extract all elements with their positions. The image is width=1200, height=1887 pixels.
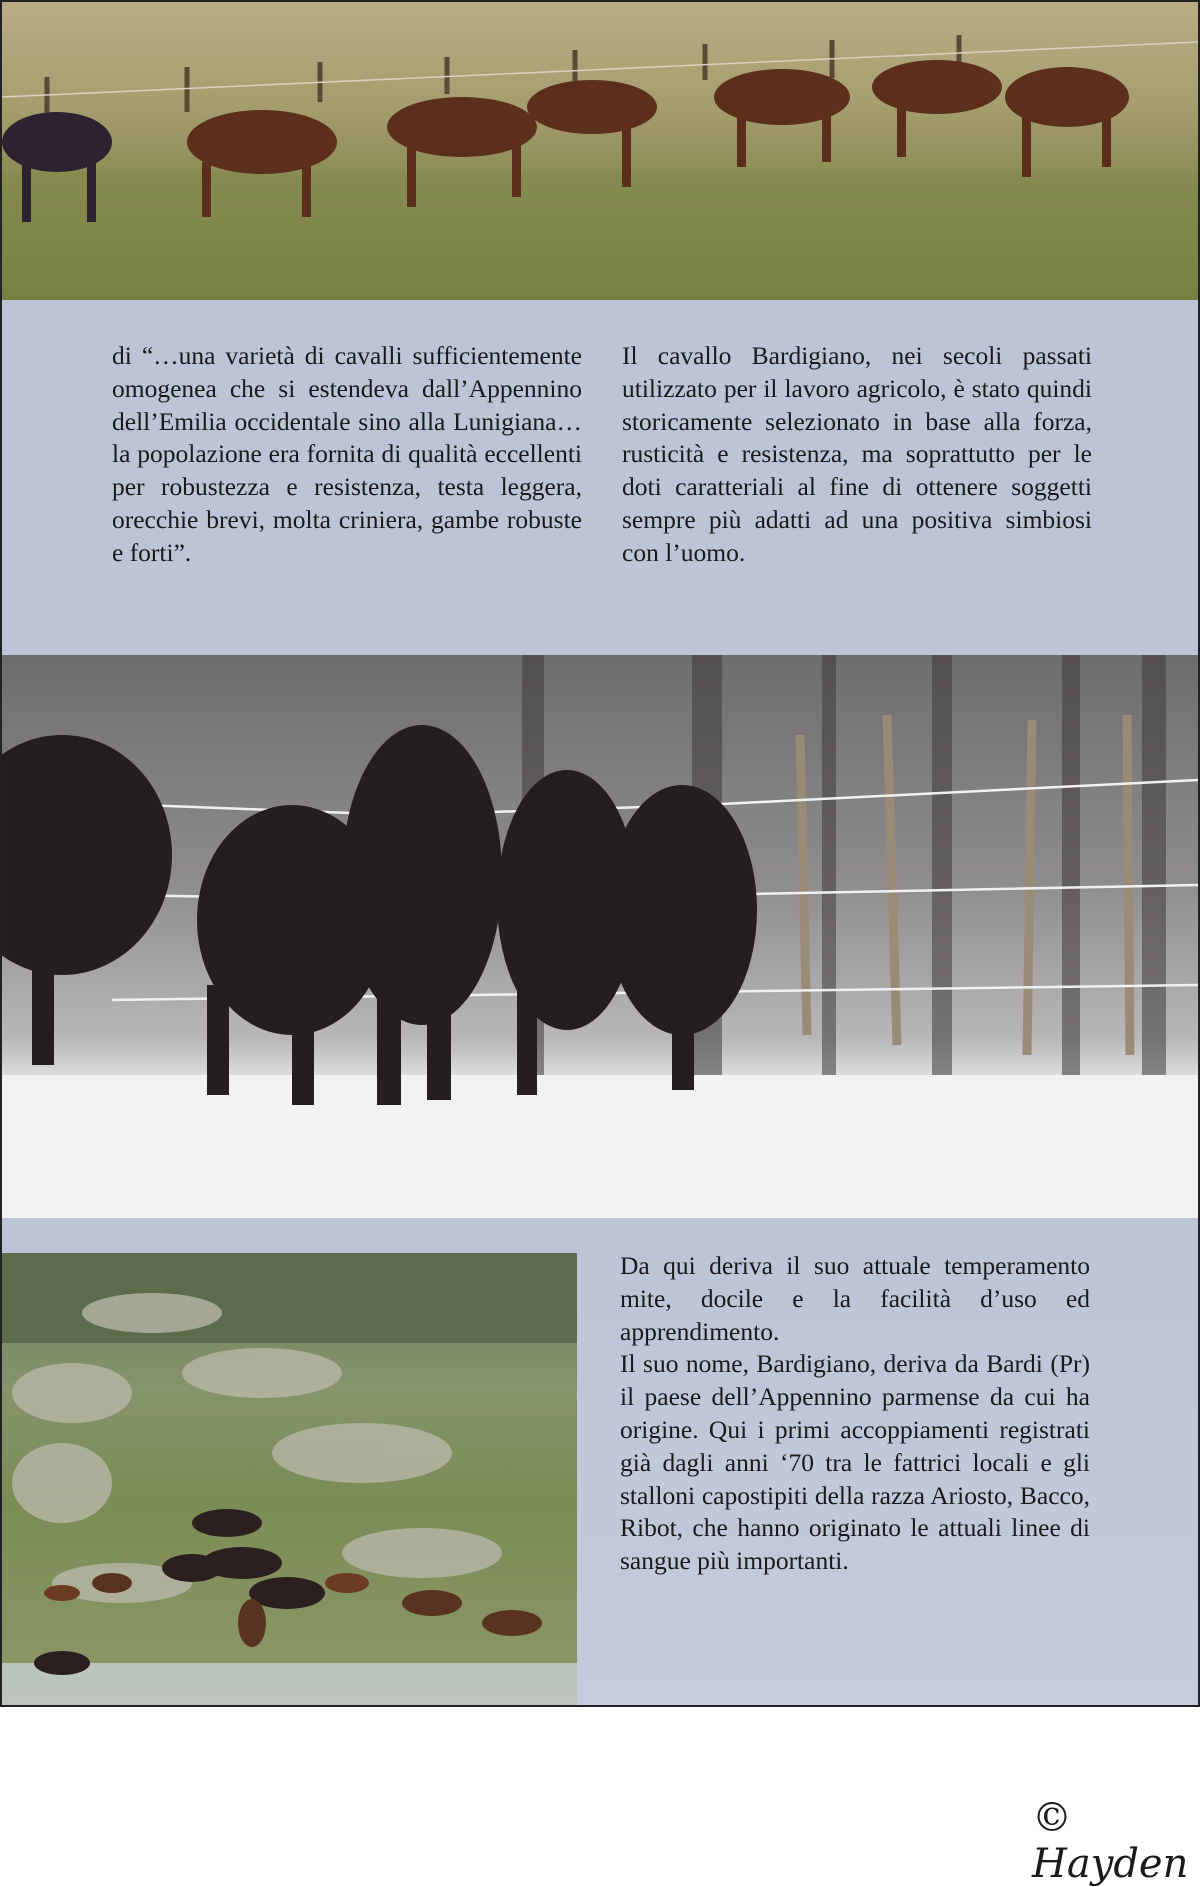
photo-credit-signature: © Hayden [1032, 1795, 1189, 1887]
paragraph-right: Il cavallo Bardigiano, nei secoli passati utilizzato per il lavoro agricolo, è stato quindi storicamente selezionato in base alla forza, rusticità e resistenza, ma soprattutto per le doti caratteriali al fine di ottenere soggetti sempre più adatti ad una positiva simbiosi con l’uomo. [622, 341, 1092, 567]
paragraph-left: di “…una varietà di cavalli sufficientemente omogenea che si estendeva dall’Appennino dell’Emilia occidentale sino alla Lunigiana… la popolazione era fornita di qualità eccellenti per robustezza e resistenza, testa leggera, orecchie brevi, molta criniera, gambe robuste e forti”. [112, 341, 582, 567]
paragraph-bottom-2: Il suo nome, Bardigiano, deriva da Bardi (Pr) il paese dell’Appennino parmense da cui ha origine. Qui i primi accoppiamenti registrati già dagli anni ‘70 tra le fattrici locali e gli stalloni capostipiti della razza Ariosto, Bacco, Ribot, che hanno originato le attuali linee di sangue più importanti. [620, 1349, 1090, 1576]
paragraph-bottom-1: Da qui deriva il suo attuale temperamento mite, docile e la facilità d’uso ed apprendimento. [620, 1251, 1090, 1346]
